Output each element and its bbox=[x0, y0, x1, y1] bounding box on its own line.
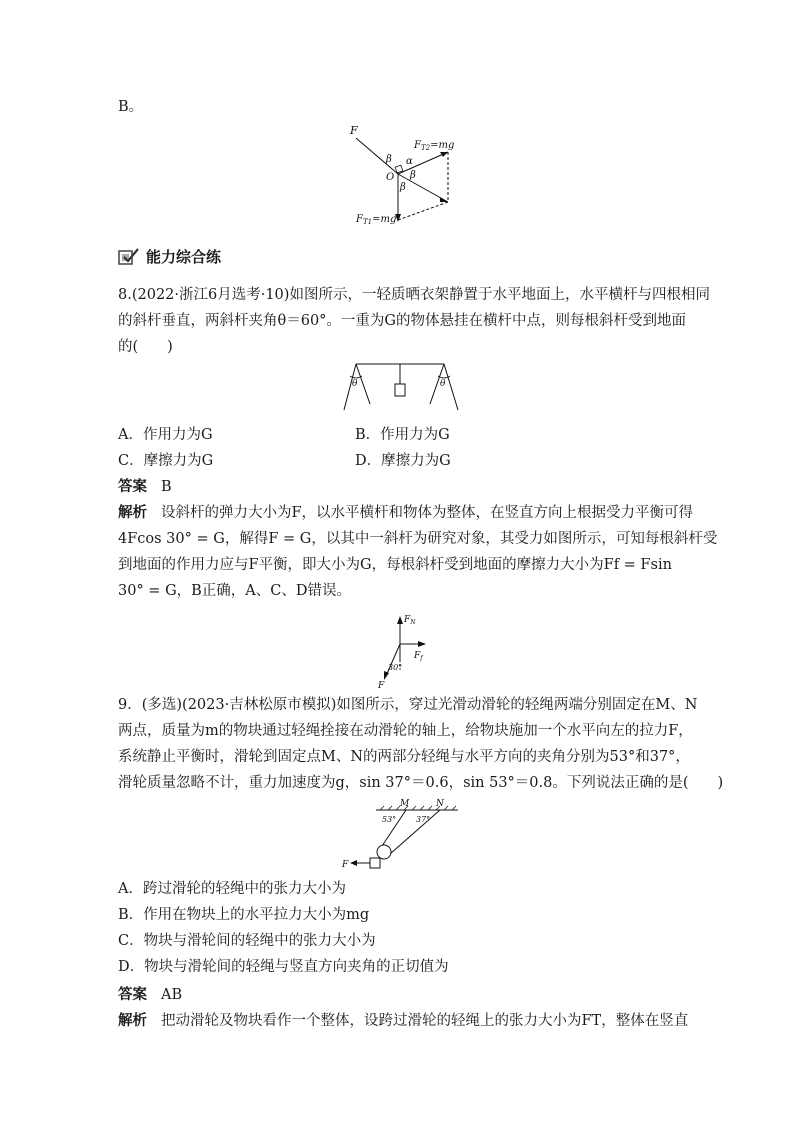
q8-option-a[interactable]: A．作用力为G bbox=[118, 427, 213, 443]
q8-option-d[interactable]: D．摩擦力为G bbox=[355, 453, 451, 469]
force-f: F bbox=[342, 860, 349, 870]
q9-line-3: 系统静止平衡时，滑轮到固定点M、N的两部分轻绳与水平方向的夹角分别为53°和37°， bbox=[118, 749, 690, 765]
angle-37: 37° bbox=[416, 815, 431, 824]
intro-letter: B。 bbox=[118, 99, 144, 115]
q8-line-1: 8.(2022·浙江6月选考·10)如图所示，一轻质晒衣架静置于水平地面上，水平横杆与四根相同 bbox=[118, 287, 710, 303]
answer-value: AB bbox=[161, 987, 183, 1003]
angle-30: 30° bbox=[388, 663, 403, 672]
answer-value: B bbox=[161, 479, 172, 495]
q9-line-1: 9．(多选)(2023·吉林松原市模拟)如图所示，穿过光滑动滑轮的轻绳两端分别固定在M、N bbox=[118, 697, 698, 713]
analysis-label: 解析 bbox=[118, 1013, 147, 1029]
q8-option-c[interactable]: C．摩擦力为G bbox=[118, 453, 214, 469]
theta-left: θ bbox=[352, 379, 358, 389]
label-n: N bbox=[436, 799, 444, 809]
q9-analysis-1: 解析 把动滑轮及物块看作一个整体，设跨过滑轮的轻绳上的张力大小为FT，整体在竖直 bbox=[118, 1013, 689, 1029]
q9-option-d[interactable]: D．物块与滑轮间的轻绳与竖直方向夹角的正切值为 bbox=[118, 959, 449, 975]
answer-label: 答案 bbox=[118, 479, 147, 495]
q9-option-c[interactable]: C．物块与滑轮间的轻绳中的张力大小为 bbox=[118, 933, 376, 949]
block bbox=[370, 858, 380, 868]
angle-marker bbox=[395, 165, 403, 173]
beta-label-3: β bbox=[400, 182, 406, 193]
ff-label: $F_f$ bbox=[414, 651, 423, 662]
label-m: M bbox=[400, 799, 410, 809]
ft2-label: $F_{T2}=mg$ bbox=[414, 140, 455, 152]
force-diagram-1 bbox=[340, 122, 470, 232]
dash-bottom bbox=[398, 202, 448, 220]
q9-line-4: 滑轮质量忽略不计，重力加速度为g，sin 37°＝0.6，sin 53°＝0.8。下列说法正确的是( ) bbox=[118, 775, 724, 791]
q8-answer bbox=[118, 476, 172, 498]
q9-line-2: 两点，质量为m的物块通过轻绳拴接在动滑轮的轴上，给物块施加一个水平向左的拉力F， bbox=[118, 723, 693, 739]
q8-analysis-1: 解析 设斜杆的弹力大小为F，以水平横杆和物体为整体，在竖直方向上根据受力平衡可得 bbox=[118, 505, 694, 521]
q8-line-3: 的( ) bbox=[118, 339, 173, 355]
q9-answer bbox=[118, 984, 182, 1006]
o-label: O bbox=[386, 172, 395, 183]
checkbox-icon bbox=[118, 248, 140, 266]
q8-analysis-2: 4Fcos 30° = G，解得F = G，以其中一斜杆为研究对象，其受力如图所示，可知每根斜杆受 bbox=[118, 531, 718, 547]
rod-force-figure bbox=[370, 610, 440, 690]
f-rod-label: F bbox=[378, 681, 385, 690]
beta-label-2: β bbox=[410, 170, 416, 181]
rope-n bbox=[390, 810, 440, 854]
analysis-label: 解析 bbox=[118, 505, 147, 521]
f-label: F bbox=[350, 124, 358, 137]
pulley-figure bbox=[342, 796, 462, 874]
clothes-rack-figure bbox=[340, 360, 462, 412]
q8-analysis-4: 30° = G，B正确，A、C、D错误。 bbox=[118, 583, 351, 599]
angle-53: 53° bbox=[382, 815, 397, 824]
q8-analysis-3: 到地面的作用力应与F平衡，即大小为G，每根斜杆受到地面的摩擦力大小为Ff = Fsin bbox=[118, 557, 672, 573]
section-header bbox=[118, 246, 221, 267]
alpha-label: α bbox=[406, 156, 413, 167]
theta-right: θ bbox=[440, 379, 446, 389]
q9-option-b[interactable]: B．作用在物块上的水平拉力大小为mg bbox=[118, 907, 370, 923]
pulley-wheel bbox=[377, 845, 391, 859]
fn-label: $F_N$ bbox=[404, 615, 416, 626]
ft1-label: $F_{T1}=mg$ bbox=[356, 214, 397, 226]
hanging-weight bbox=[395, 384, 405, 396]
section-title: 能力综合练 bbox=[146, 248, 222, 266]
beta-label-1: β bbox=[386, 154, 392, 165]
q9-option-a[interactable]: A．跨过滑轮的轻绳中的张力大小为 bbox=[118, 881, 346, 897]
q8-line-2: 的斜杆垂直，两斜杆夹角θ＝60°。一重为G的物体悬挂在横杆中点，则每根斜杆受到地面 bbox=[118, 313, 687, 329]
answer-label: 答案 bbox=[118, 987, 147, 1003]
q8-option-b[interactable]: B．作用力为G bbox=[355, 427, 450, 443]
